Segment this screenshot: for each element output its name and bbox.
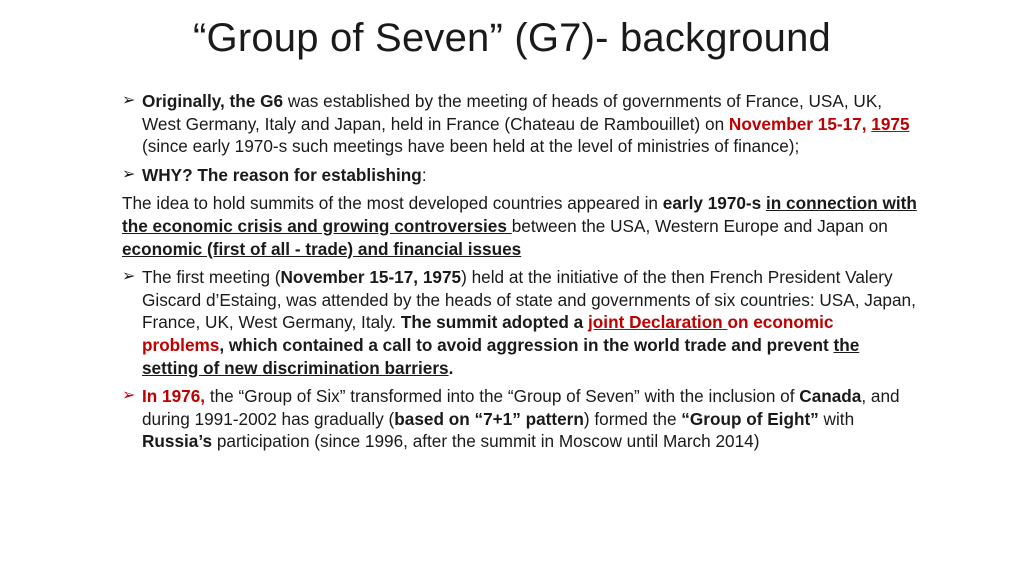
text-bold-underlined: economic (first of all - trade) and financial issues [122, 238, 522, 259]
bullet-origin [122, 90, 917, 158]
text-year-1976: In 1976, [142, 386, 206, 407]
slide-body [122, 90, 917, 459]
text-declaration: joint Declaration [588, 312, 728, 333]
arrow-bullet-icon: ➢ [122, 268, 136, 286]
text: between the USA, Western Europe and Japan on [511, 215, 888, 236]
arrow-bullet-icon: ➢ [122, 387, 136, 405]
text-bold: . [448, 357, 454, 378]
bullet-first-meeting [122, 266, 917, 379]
text: ) held at the initiative of the then French President Valery Giscard d’Estaing, was attended by the heads of state and governments of six countries: USA, Japan, France, UK, West Germany, Italy. [142, 267, 916, 333]
arrow-bullet-icon: ➢ [122, 165, 136, 183]
text: (since early 1970-s such meetings have been held at the level of ministries of finance); [142, 136, 800, 157]
bullet-1976 [122, 385, 917, 453]
text: participation (since 1996, after the summit in Moscow until March 2014) [212, 431, 760, 452]
text-bold: , which contained a call to avoid aggression in the world trade and prevent [219, 334, 834, 355]
text-year: 1975 [871, 113, 910, 134]
text-bold: The summit adopted a [400, 312, 589, 333]
text-bold: WHY? The reason for establishing [142, 164, 422, 185]
text-date: November 15-17, [728, 113, 872, 134]
text-bold: Russia’s [142, 431, 213, 452]
text-bold: based on “7+1” pattern [394, 408, 584, 429]
text-bold-underlined: the setting of new discrimination barriers [142, 334, 860, 378]
text: ) formed the [583, 408, 682, 429]
text: the “Group of Six” transformed into the “Group of Seven” with the inclusion of [205, 386, 800, 407]
text-bold: Canada [799, 386, 862, 407]
text: : [421, 164, 427, 185]
text-bold: “Group of Eight” [681, 408, 819, 429]
bullet-why [122, 164, 917, 187]
text-bold: Originally, the G6 [142, 91, 284, 111]
text: The idea to hold summits of the most developed countries appeared in [122, 193, 663, 214]
text-bold-underlined: in connection with the economic crisis and growing controversies [122, 193, 917, 236]
text-bold: early 1970-s [662, 193, 766, 214]
text: was established by the meeting of heads of governments of France, USA, UK, West Germany, Italy and Japan, held in France (Chateau de Rambouillet) on [142, 91, 883, 134]
paragraph-reason [122, 192, 917, 260]
arrow-bullet-icon: ➢ [122, 92, 136, 109]
text: with [818, 408, 855, 429]
text-economic-problems: on economic problems [142, 312, 834, 355]
slide-title: “Group of Seven” (G7)- background [192, 16, 831, 60]
text: , and during 1991-2002 has gradually ( [142, 386, 900, 429]
text: The first meeting ( [142, 267, 281, 288]
text-bold: November 15-17, 1975 [280, 267, 462, 288]
